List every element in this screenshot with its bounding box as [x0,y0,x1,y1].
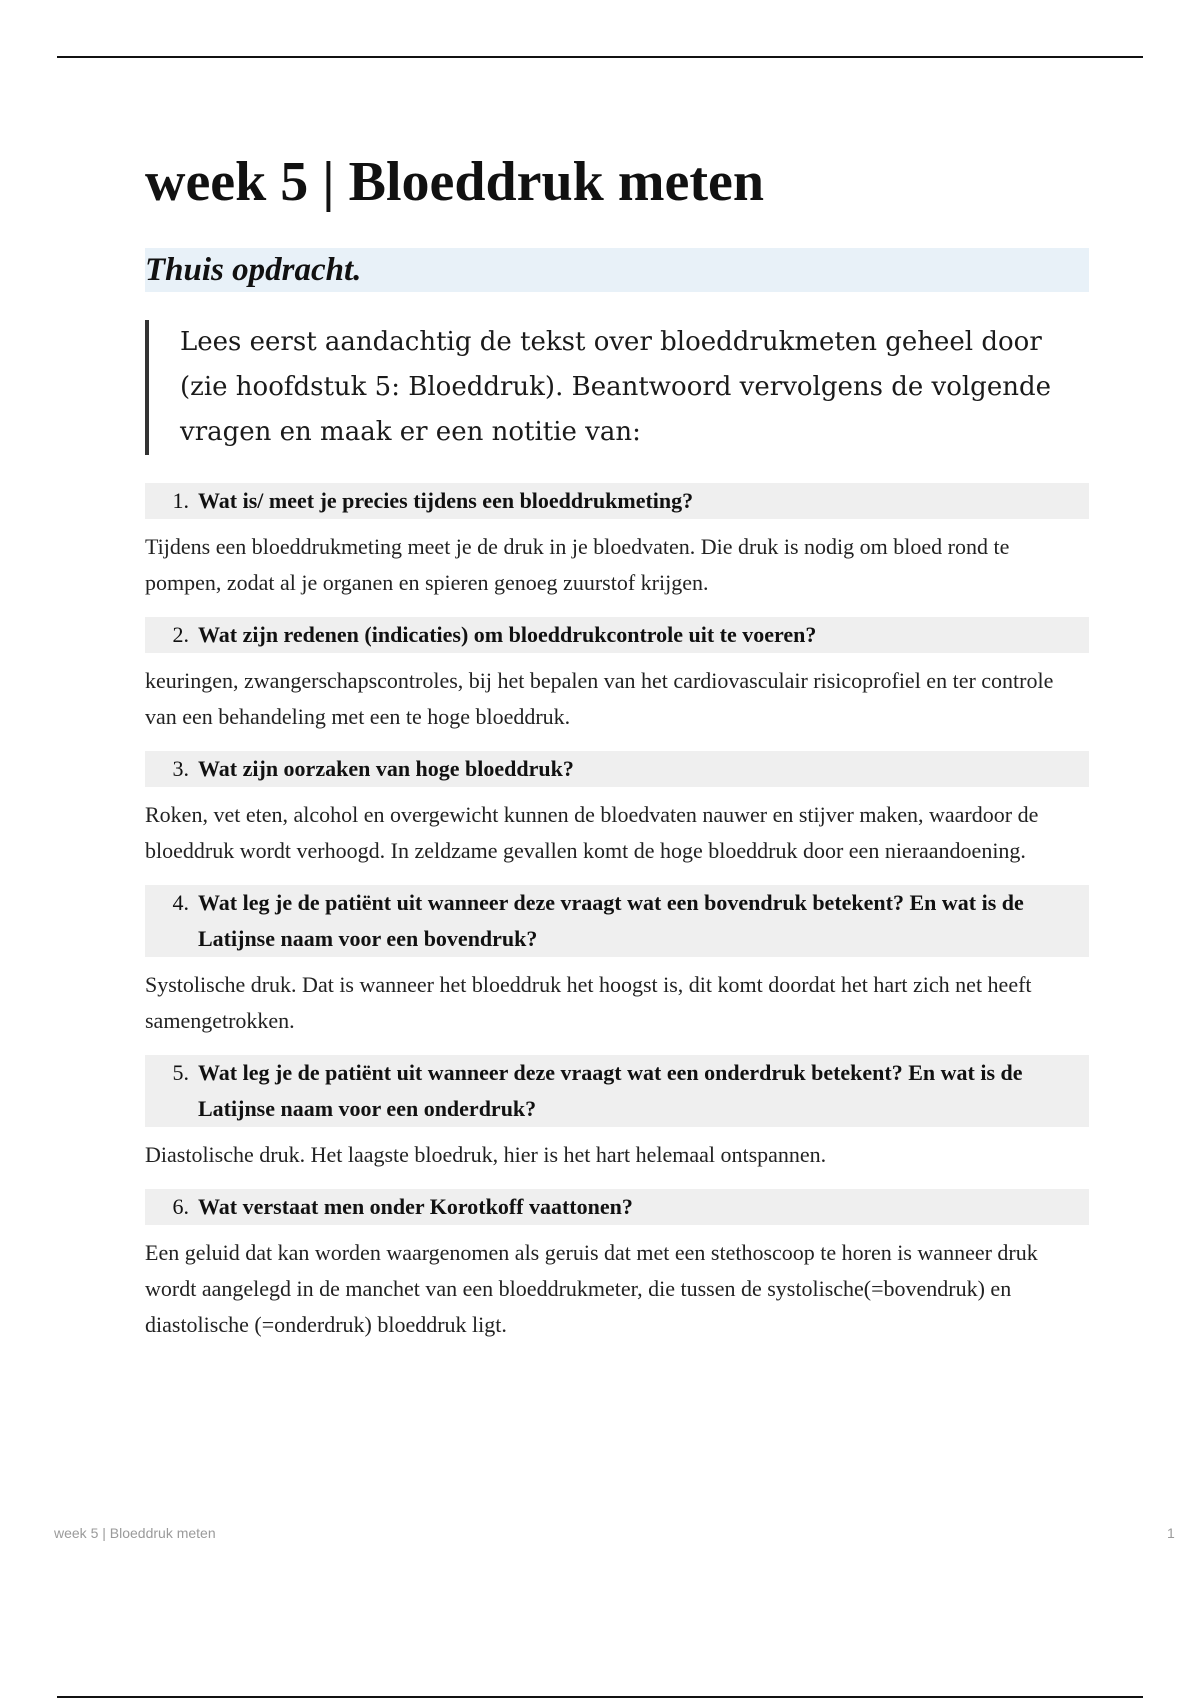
answer-4: Systolische druk. Dat is wanneer het bloeddruk het hoogst is, dit komt doordat het hart zich net heeft samengetrokken. [145,972,1032,1033]
question-text: Wat zijn redenen (indicaties) om bloeddrukcontrole uit te voeren? [198,622,817,647]
answer-3: Roken, vet eten, alcohol en overgewicht kunnen de bloedvaten nauwer en stijver maken, waardoor de bloeddruk wordt verhoogd. In zeldzame gevallen komt de hoge bloeddruk door een nieraandoening. [145,802,1039,863]
question-1 [145,483,1089,519]
answer-5: Diastolische druk. Het laagste bloedruk, hier is het hart helemaal ontspannen. [145,1142,827,1167]
question-number: 3. [172,756,189,781]
top-rule [57,56,1143,58]
answer-1: Tijdens een bloeddrukmeting meet je de druk in je bloedvaten. Die druk is nodig om bloed rond te pompen, zodat al je organen en spieren genoeg zuurstof krijgen. [145,534,1010,595]
bottom-rule [57,1696,1143,1698]
question-number: 4. [172,890,189,915]
question-text: Wat verstaat men onder Korotkoff vaattonen? [198,1194,633,1219]
question-number: 1. [172,488,189,513]
page-title: week 5 | Bloeddruk meten [145,151,764,213]
question-number: 2. [172,622,189,647]
question-number: 5. [172,1060,189,1085]
footer-title: week 5 | Bloeddruk meten [54,1525,216,1541]
question-text: Wat leg je de patiënt uit wanneer deze vraagt wat een onderdruk betekent? En wat is de Latijnse naam voor een onderdruk? [198,1060,1023,1121]
answer-2: keuringen, zwangerschapscontroles, bij het bepalen van het cardiovasculair risicoprofiel en ter controle van een behandeling met een te hoge bloeddruk. [145,668,1054,729]
question-number: 6. [172,1194,189,1219]
question-2 [145,617,1089,653]
page-content [145,140,1089,1359]
question-5 [145,1055,1089,1127]
section-heading: Thuis opdracht. [145,248,1089,292]
question-text: Wat leg je de patiënt uit wanneer deze vraagt wat een bovendruk betekent? En wat is de Latijnse naam voor een bovendruk? [198,890,1024,951]
answer-6: Een geluid dat kan worden waargenomen als geruis dat met een stethoscoop te horen is wanneer druk wordt aangelegd in de manchet van een bloeddrukmeter, die tussen de systolische(=bovendruk) en diastolische (=onderdruk) bloeddruk ligt. [145,1240,1038,1337]
question-6 [145,1189,1089,1225]
intro-quote: Lees eerst aandachtig de tekst over bloeddrukmeten geheel door (zie hoofdstuk 5: Bloeddruk). Beantwoord vervolgens de volgende vragen en maak er een notitie van: [145,320,1089,455]
question-text: Wat is/ meet je precies tijdens een bloeddrukmeting? [198,488,694,513]
footer-page-number: 1 [1167,1525,1175,1541]
question-text: Wat zijn oorzaken van hoge bloeddruk? [198,756,574,781]
question-3 [145,751,1089,787]
question-4 [145,885,1089,957]
